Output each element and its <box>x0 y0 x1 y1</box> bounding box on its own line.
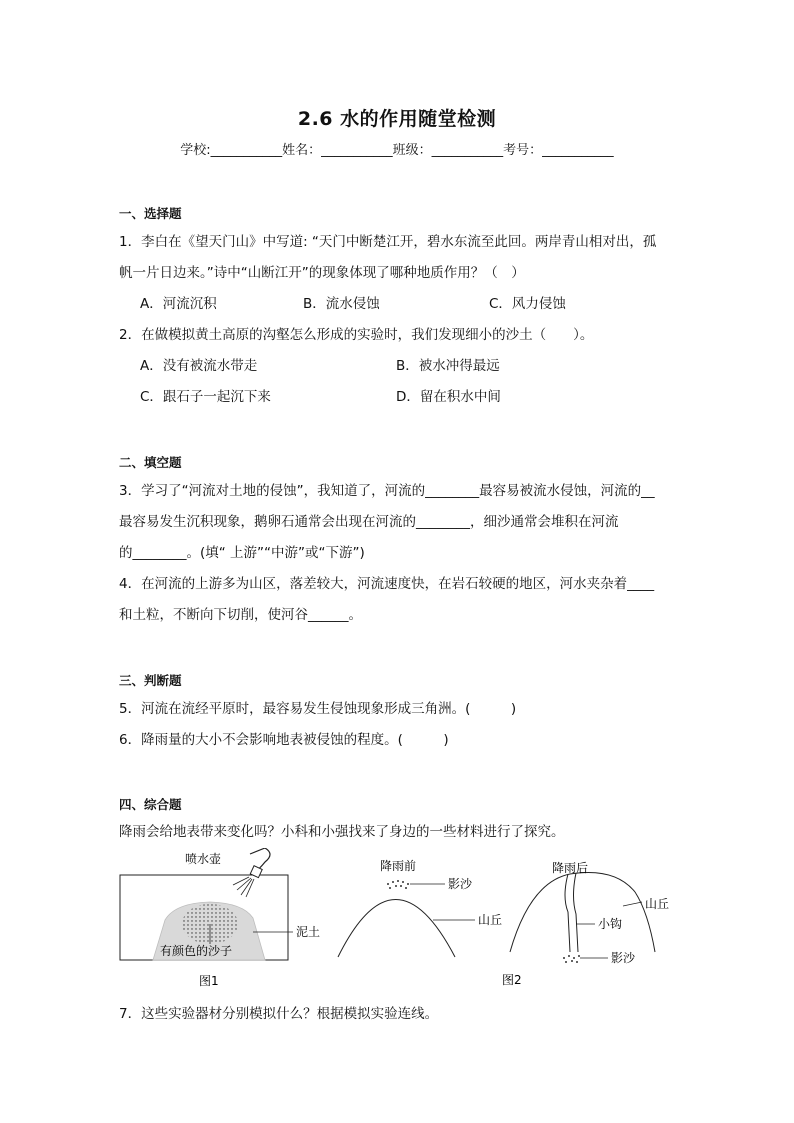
label-hill-before: 山丘 <box>478 913 503 927</box>
label-after-rain: 降雨后 <box>552 861 589 875</box>
question-5: 5．河流在流经平原时，最容易发生侵蚀现象形成三角洲。( ) <box>119 701 517 717</box>
hill-before <box>338 900 455 958</box>
question-2-option-a: A．没有被流水带走 <box>140 358 258 374</box>
gully-left <box>565 874 570 952</box>
question-1-option-a: A．河流沉积 <box>140 296 217 312</box>
section-heading-choice: 一、选择题 <box>119 206 182 221</box>
label-gully: 小钩 <box>598 917 623 931</box>
question-3-line-3: 的________。(填“ 上游”“中游”或“下游”) <box>119 545 365 561</box>
label-soil: 泥土 <box>296 925 321 939</box>
question-3-line-1: 3．学习了“河流对土地的侵蚀”，我知道了，河流的________最容易被流水侵蚀，河流的__ <box>119 483 655 499</box>
question-2-option-b: B．被水冲得最远 <box>396 358 500 374</box>
figure-1-diagram <box>115 848 325 993</box>
question-4-line-2: 和土粒，不断向下切削，使河谷______。 <box>119 607 362 623</box>
figure-2-caption: 图2 <box>502 973 522 987</box>
figure-1-caption: 图1 <box>199 974 219 988</box>
sand-before <box>387 880 409 889</box>
label-before-rain: 降雨前 <box>380 859 417 873</box>
page-title: 2.6 水的作用随堂检测 <box>297 108 497 130</box>
question-4-line-1: 4．在河流的上游多为山区，落差较大，河流速度快，在岩石较硬的地区，河水夹杂着____ <box>119 576 655 592</box>
label-hill-after: 山丘 <box>645 897 670 911</box>
student-info-line: 学校:___________姓名：___________班级：___________考号：___________ <box>180 143 614 158</box>
question-2-option-c: C．跟石子一起沉下来 <box>140 389 271 405</box>
question-1-line-2: 帆一片日边来。”诗中“山断江开”的现象体现了哪种地质作用？（ ） <box>119 265 525 281</box>
section-heading-fill: 二、填空题 <box>119 455 182 470</box>
question-7: 7．这些实验器材分别模拟什么？根据模拟实验连线。 <box>119 1006 439 1022</box>
gully-right <box>574 873 579 952</box>
question-2-line-1: 2．在做模拟黄土高原的沟壑怎么形成的实验时，我们发现细小的沙土（ ）。 <box>119 327 594 343</box>
question-6: 6．降雨量的大小不会影响地表被侵蚀的程度。( ) <box>119 732 449 748</box>
hill-after <box>510 872 655 952</box>
sand-after <box>563 955 580 963</box>
experiment-intro: 降雨会给地表带来变化吗？小科和小强找来了身边的一些材料进行了探究。 <box>119 824 565 840</box>
question-2-option-d: D．留在积水中间 <box>396 389 501 405</box>
label-sand-after: 影沙 <box>611 951 636 965</box>
question-1-line-1: 1．李白在《望天门山》中写道: “天门中断楚江开，碧水东流至此回。两岸青山相对出，孤 <box>119 234 657 250</box>
question-3-line-2: 最容易发生沉积现象，鹅卵石通常会出现在河流的________，细沙通常会堆积在河流 <box>119 514 619 530</box>
question-1-option-b: B．流水侵蚀 <box>303 296 380 312</box>
section-heading-comprehensive: 四、综合题 <box>119 797 182 812</box>
label-sand-before: 影沙 <box>448 877 473 891</box>
figure-2-diagram <box>330 852 690 994</box>
label-colored-sand: 有颜色的沙子 <box>160 944 233 958</box>
section-heading-judge: 三、判断题 <box>119 673 182 688</box>
label-watering-can: 喷水壶 <box>185 852 222 866</box>
question-1-option-c: C．风力侵蚀 <box>489 296 566 312</box>
